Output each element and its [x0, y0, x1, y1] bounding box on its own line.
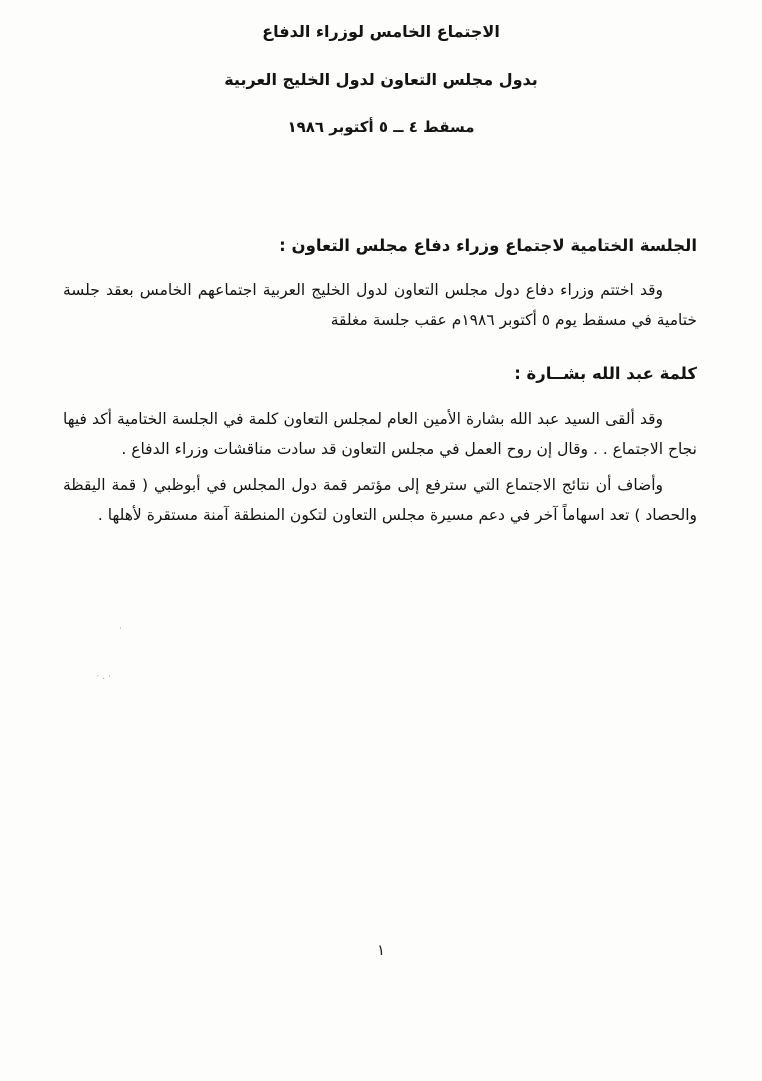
page-number: ١	[376, 941, 386, 959]
document-header	[0, 0, 762, 135]
document-body	[63, 167, 697, 530]
paragraph-closing-session: وقد اختتم وزراء دفاع دول مجلس التعاون لدول الخليج العربية اجتماعهم الخامس بعقد جلسة ختامية في مسقط يوم ٥ أكتوبر ١٩٨٦م عقب جلسة مغلقة	[63, 281, 697, 330]
header-title-line1: الاجتماع الخامس لوزراء الدفاع	[262, 22, 500, 41]
header-date-line: مسقط ٤ ــ ٥ أكتوبر ١٩٨٦	[287, 118, 475, 136]
header-title-line2: بدول مجلس التعاون لدول الخليج العربية	[224, 70, 538, 89]
scan-artifact: ·	[119, 624, 122, 634]
section-heading-bishara-speech: كلمة عبد الله بشــارة :	[514, 364, 697, 384]
paragraph-bishara-speech-2: وأضاف أن نتائج الاجتماع التي سترفع إلى مؤتمر قمة دول المجلس في أبوظبي ( قمة اليقظة والحصاد ) تعد اسهاماً آخر في دعم مسيرة مجلس التعاون لتكون المنطقة آمنة مستقرة لأهلها .	[63, 475, 697, 524]
section-heading-closing-session: الجلسة الختامية لاجتماع وزراء دفاع مجلس التعاون :	[279, 236, 697, 255]
scan-artifact: ·.·	[96, 672, 114, 682]
paragraph-bishara-speech-1: وقد ألقى السيد عبد الله بشارة الأمين العام لمجلس التعاون كلمة في الجلسة الختامية أكد فيها نجاح الاجتماع . . وقال إن روح العمل في مجلس التعاون قد سادت مناقشات وزراء الدفاع .	[63, 409, 697, 458]
